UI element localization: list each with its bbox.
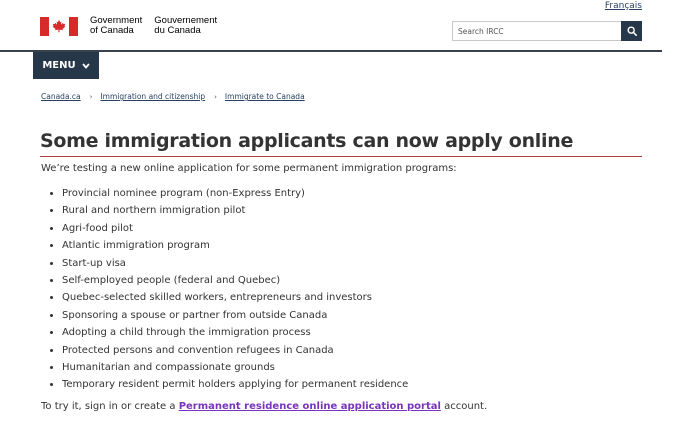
pr-portal-link[interactable]: Permanent residence online application portal: [178, 401, 441, 412]
breadcrumb-link-canada[interactable]: Canada.ca: [41, 92, 81, 101]
list-item: • Temporary resident permit holders applying for permanent residence: [62, 376, 408, 393]
search-input[interactable]: [452, 21, 621, 41]
breadcrumb-link-immigration[interactable]: Immigration and citizenship: [100, 92, 206, 101]
program-list: [41, 185, 408, 394]
search-form: [452, 21, 642, 41]
language-toggle-link[interactable]: Français: [604, 1, 642, 11]
list-item: • Humanitarian and compassionate grounds: [62, 359, 408, 376]
list-item: • Atlantic immigration program: [62, 237, 408, 254]
menu-button[interactable]: [33, 52, 99, 79]
page-title: Some immigration applicants can now apply online: [40, 130, 574, 152]
cta-suffix: account.: [440, 401, 488, 412]
list-item: • Quebec-selected skilled workers, entrepreneurs and investors: [62, 289, 408, 306]
breadcrumb-link-immigrate[interactable]: Immigrate to Canada: [224, 92, 305, 101]
header-divider: [0, 50, 662, 52]
canada-flag-icon: [40, 17, 78, 36]
cta-prefix: To try it, sign in or create a: [41, 401, 179, 412]
list-item: • Sponsoring a spouse or partner from outside Canada: [62, 307, 408, 324]
search-button[interactable]: [621, 21, 642, 41]
government-signature[interactable]: [40, 16, 217, 36]
title-underline: [40, 156, 642, 157]
signature-french: Gouvernement du Canada: [154, 15, 218, 36]
list-item: • Start-up visa: [62, 255, 408, 272]
list-item: • Adopting a child through the immigration process: [62, 324, 408, 341]
list-item: • Rural and northern immigration pilot: [62, 202, 408, 219]
list-item: • Agri-food pilot: [62, 220, 408, 237]
breadcrumb-separator-icon: ›: [214, 92, 217, 101]
chevron-down-icon: [82, 63, 90, 69]
list-item: • Self-employed people (federal and Quebec): [62, 272, 408, 289]
signature-english: Government of Canada: [90, 15, 143, 36]
search-icon: [627, 26, 637, 36]
intro-text: We’re testing a new online application for some permanent immigration programs:: [41, 163, 457, 174]
breadcrumb: [41, 92, 305, 101]
cta-paragraph: [41, 401, 487, 412]
breadcrumb-separator-icon: ›: [89, 92, 93, 101]
menu-label: MENU: [42, 60, 76, 71]
list-item: • Protected persons and convention refugees in Canada: [62, 342, 408, 359]
list-item: • Provincial nominee program (non-Express Entry): [62, 185, 408, 202]
